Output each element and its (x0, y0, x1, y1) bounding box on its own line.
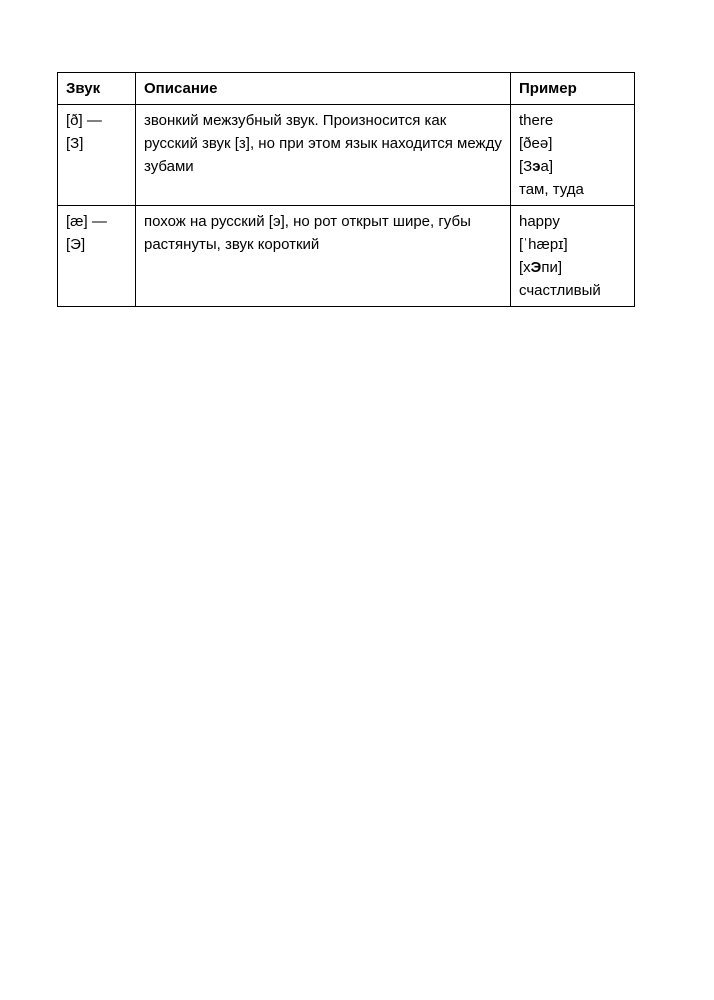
sound-ipa: [æ] — (66, 213, 107, 230)
ru-stressed: э (532, 158, 541, 175)
example-ipa: [ðeə] (519, 135, 553, 152)
sound-ru: [З] (66, 135, 84, 152)
example-translation: там, туда (519, 181, 584, 198)
example-translation: счастливый (519, 282, 601, 299)
ru-stressed: Э (530, 259, 542, 276)
sound-ru: [Э] (66, 236, 86, 253)
table-row (58, 206, 635, 307)
example-ipa: [ˈhæpɪ] (519, 236, 568, 253)
example-word: happy (519, 213, 560, 230)
description-text: похож на русский [э], но рот открыт шире, губы растянуты, звук короткий (144, 213, 471, 253)
header-description: Описание (136, 73, 511, 105)
example-cell (511, 105, 635, 206)
table-row (58, 105, 635, 206)
example-ru-transcription (519, 256, 626, 279)
sound-cell (58, 105, 136, 206)
header-example: Пример (511, 73, 635, 105)
phonetics-table (57, 72, 635, 307)
header-sound: Звук (58, 73, 136, 105)
sound-cell (58, 206, 136, 307)
table-header (58, 73, 635, 105)
header-row (58, 73, 635, 105)
description-cell (136, 105, 511, 206)
description-text: звонкий межзубный звук. Произносится как русский звук [з], но при этом язык находится между зубами (144, 112, 502, 175)
ru-pre: [З (519, 158, 533, 175)
sound-ipa: [ð] — (66, 112, 102, 129)
ru-post: пи] (541, 259, 563, 276)
ru-post: а] (540, 158, 554, 175)
example-ru-transcription (519, 155, 626, 178)
ru-pre: [х (519, 259, 531, 276)
example-cell (511, 206, 635, 307)
description-cell (136, 206, 511, 307)
example-word: there (519, 112, 554, 129)
